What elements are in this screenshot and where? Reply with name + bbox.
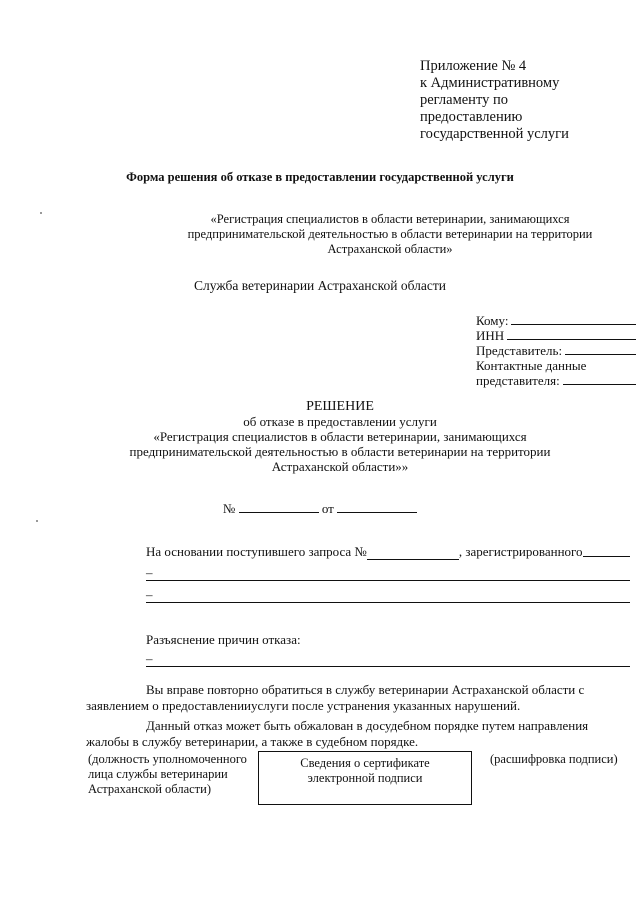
appendix-line: Приложение № 4 (420, 58, 527, 74)
service-line: Астраханской области» (327, 242, 453, 256)
basis-blank-line-1[interactable] (146, 566, 630, 581)
representative-label: Представитель: (476, 343, 563, 358)
scan-speck (36, 520, 38, 522)
appendix-line: предоставлению (420, 109, 523, 125)
contact-row-2 (476, 373, 636, 388)
decision-number-line (0, 500, 640, 517)
scan-speck (40, 212, 42, 214)
contact-label-2: представителя: (476, 373, 560, 388)
reapply-paragraph (86, 682, 630, 714)
decision-number-field[interactable] (239, 500, 319, 513)
recipient-inn-row (476, 328, 636, 343)
request-number-field[interactable] (367, 547, 459, 560)
decision-line: Астраханской области»» (271, 459, 409, 474)
basis-middle: , зарегистрированного (458, 544, 583, 559)
service-line: предпринимательской деятельностью в области ветеринарии на территории (187, 227, 593, 241)
decision-heading: РЕШЕНИЕ (306, 399, 374, 414)
appendix-line: к Административному (420, 75, 560, 91)
appendix-line: регламенту по (420, 92, 508, 108)
recipient-block (476, 313, 636, 388)
paragraph-first-line: Данный отказ может быть обжалован в досудебном порядке путем направления (146, 718, 589, 733)
recipient-to-label: Кому: (476, 313, 509, 328)
signature-decoding: (расшифровка подписи) (490, 752, 618, 766)
paragraph-first-line: Вы вправе повторно обратиться в службу ветеринарии Астраханской области с (146, 682, 585, 697)
appendix-line: государственной услуги (420, 126, 569, 142)
representative-field[interactable] (565, 354, 636, 355)
decision-line: предпринимательской деятельностью в области ветеринарии на территории (129, 444, 551, 459)
e-signature-line: электронной подписи (307, 771, 423, 785)
recipient-to-field[interactable] (511, 324, 636, 325)
recipient-to-row (476, 313, 636, 328)
recipient-inn-field[interactable] (507, 339, 636, 340)
official-position-line: (должность уполномоченного (88, 752, 247, 766)
reason-blank-line[interactable] (146, 652, 630, 667)
dash: – (146, 587, 153, 602)
official-position (88, 752, 247, 797)
e-signature-box (258, 751, 472, 805)
paragraph-continuation: жалобы в службу ветеринарии, а также в судебном порядке. (86, 734, 419, 749)
service-line: «Регистрация специалистов в области ветеринарии, занимающихся (210, 212, 570, 226)
contact-label-1: Контактные данные (476, 358, 587, 373)
organization-name: Служба ветеринарии Астраханской области (194, 278, 446, 293)
official-position-line: лица службы ветеринарии (88, 767, 228, 781)
decision-line: об отказе в предоставлении услуги (243, 414, 437, 429)
basis-row (146, 544, 630, 560)
service-name (150, 212, 630, 257)
decision-block (100, 399, 580, 474)
paragraph-continuation: заявлением о предоставленииуслуги после устранения указанных нарушений. (86, 698, 521, 713)
dash: – (146, 565, 153, 580)
e-signature-line: Сведения о сертификате (300, 756, 430, 770)
registration-date-field[interactable] (583, 556, 630, 557)
decision-line: «Регистрация специалистов в области ветеринарии, занимающихся (153, 429, 527, 444)
basis-prefix: На основании поступившего запроса № (146, 544, 367, 559)
from-label: от (321, 501, 334, 516)
decision-date-field[interactable] (337, 500, 417, 513)
representative-row (476, 343, 636, 358)
appendix-note (420, 58, 569, 143)
contact-field[interactable] (563, 384, 636, 385)
dash: – (146, 651, 153, 666)
form-title: Форма решения об отказе в предоставлении государственной услуги (126, 170, 514, 184)
appeal-paragraph (86, 718, 630, 750)
number-sign: № (222, 501, 236, 516)
reason-label: Разъяснение причин отказа: (146, 632, 301, 647)
official-position-line: Астраханской области) (88, 782, 211, 796)
basis-blank-line-2[interactable] (146, 588, 630, 603)
contact-row-1 (476, 358, 636, 373)
recipient-inn-label: ИНН (476, 328, 505, 343)
